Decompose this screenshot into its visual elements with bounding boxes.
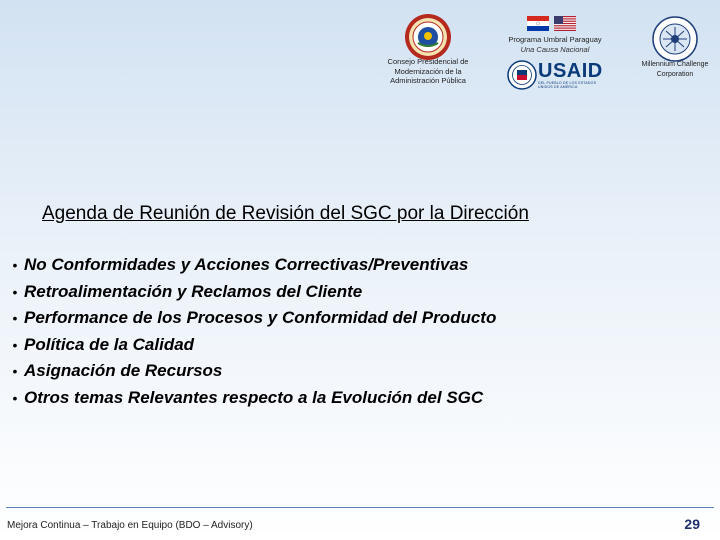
slide-title: Agenda de Reunión de Revisión del SGC por la Dirección — [42, 203, 529, 224]
us-flag-icon — [554, 16, 576, 31]
agenda-item-text: Retroalimentación y Reclamos del Cliente — [24, 281, 363, 301]
bullet-icon: • — [12, 310, 18, 326]
agenda-list — [6, 255, 686, 414]
agenda-item — [6, 255, 686, 282]
paraguay-seal-icon — [404, 13, 452, 61]
program-heading — [485, 35, 625, 55]
left-caption-line-2: Modernización de la — [394, 66, 462, 76]
program-tagline: Una Causa Nacional — [520, 45, 590, 54]
agenda-item-text: No Conformidades y Acciones Correctivas/Preventivas — [24, 255, 469, 274]
right-logo-caption — [632, 60, 718, 80]
usaid-wordmark: USAID — [538, 60, 603, 82]
agenda-item — [6, 388, 686, 415]
bullet-icon: • — [12, 389, 18, 406]
left-caption-line-3: Administración Pública — [390, 76, 466, 85]
paraguay-flag-icon — [527, 16, 549, 31]
agenda-item — [6, 335, 686, 362]
right-caption-line-2: Corporation — [656, 71, 694, 78]
page-number: 29 — [684, 516, 700, 532]
agenda-item-text: Otros temas Relevantes respecto a la Evolución del SGC — [24, 387, 484, 407]
agenda-item — [6, 361, 686, 388]
agenda-item-text: Asignación de Recursos — [24, 361, 223, 380]
agenda-item — [6, 282, 686, 309]
usaid-subtitle: DEL PUEBLO DE LOS ESTADOS UNIDOS DE AMÉRICA — [538, 81, 597, 89]
bullet-icon: • — [12, 363, 18, 379]
flags-group — [527, 16, 579, 34]
us-government-seal-icon — [507, 60, 537, 90]
bullet-icon: • — [12, 257, 18, 273]
footer — [0, 507, 720, 540]
bullet-icon: • — [12, 336, 18, 353]
agenda-item — [6, 308, 686, 335]
bullet-icon: • — [12, 283, 18, 300]
agenda-item-text: Performance de los Procesos y Conformidad del Producto — [24, 308, 497, 327]
left-logo-caption — [372, 57, 484, 86]
left-caption-line-1: Consejo Presidencial de — [387, 57, 469, 66]
footer-text: Mejora Continua – Trabajo en Equipo (BDO – Advisory) — [7, 520, 253, 531]
right-caption-line-1: Millennium Challenge — [641, 61, 709, 68]
mcc-logo-icon — [650, 15, 700, 63]
agenda-item-text: Política de la Calidad — [24, 334, 195, 354]
program-name: Programa Umbral Paraguay — [508, 35, 602, 44]
footer-divider — [6, 507, 714, 508]
